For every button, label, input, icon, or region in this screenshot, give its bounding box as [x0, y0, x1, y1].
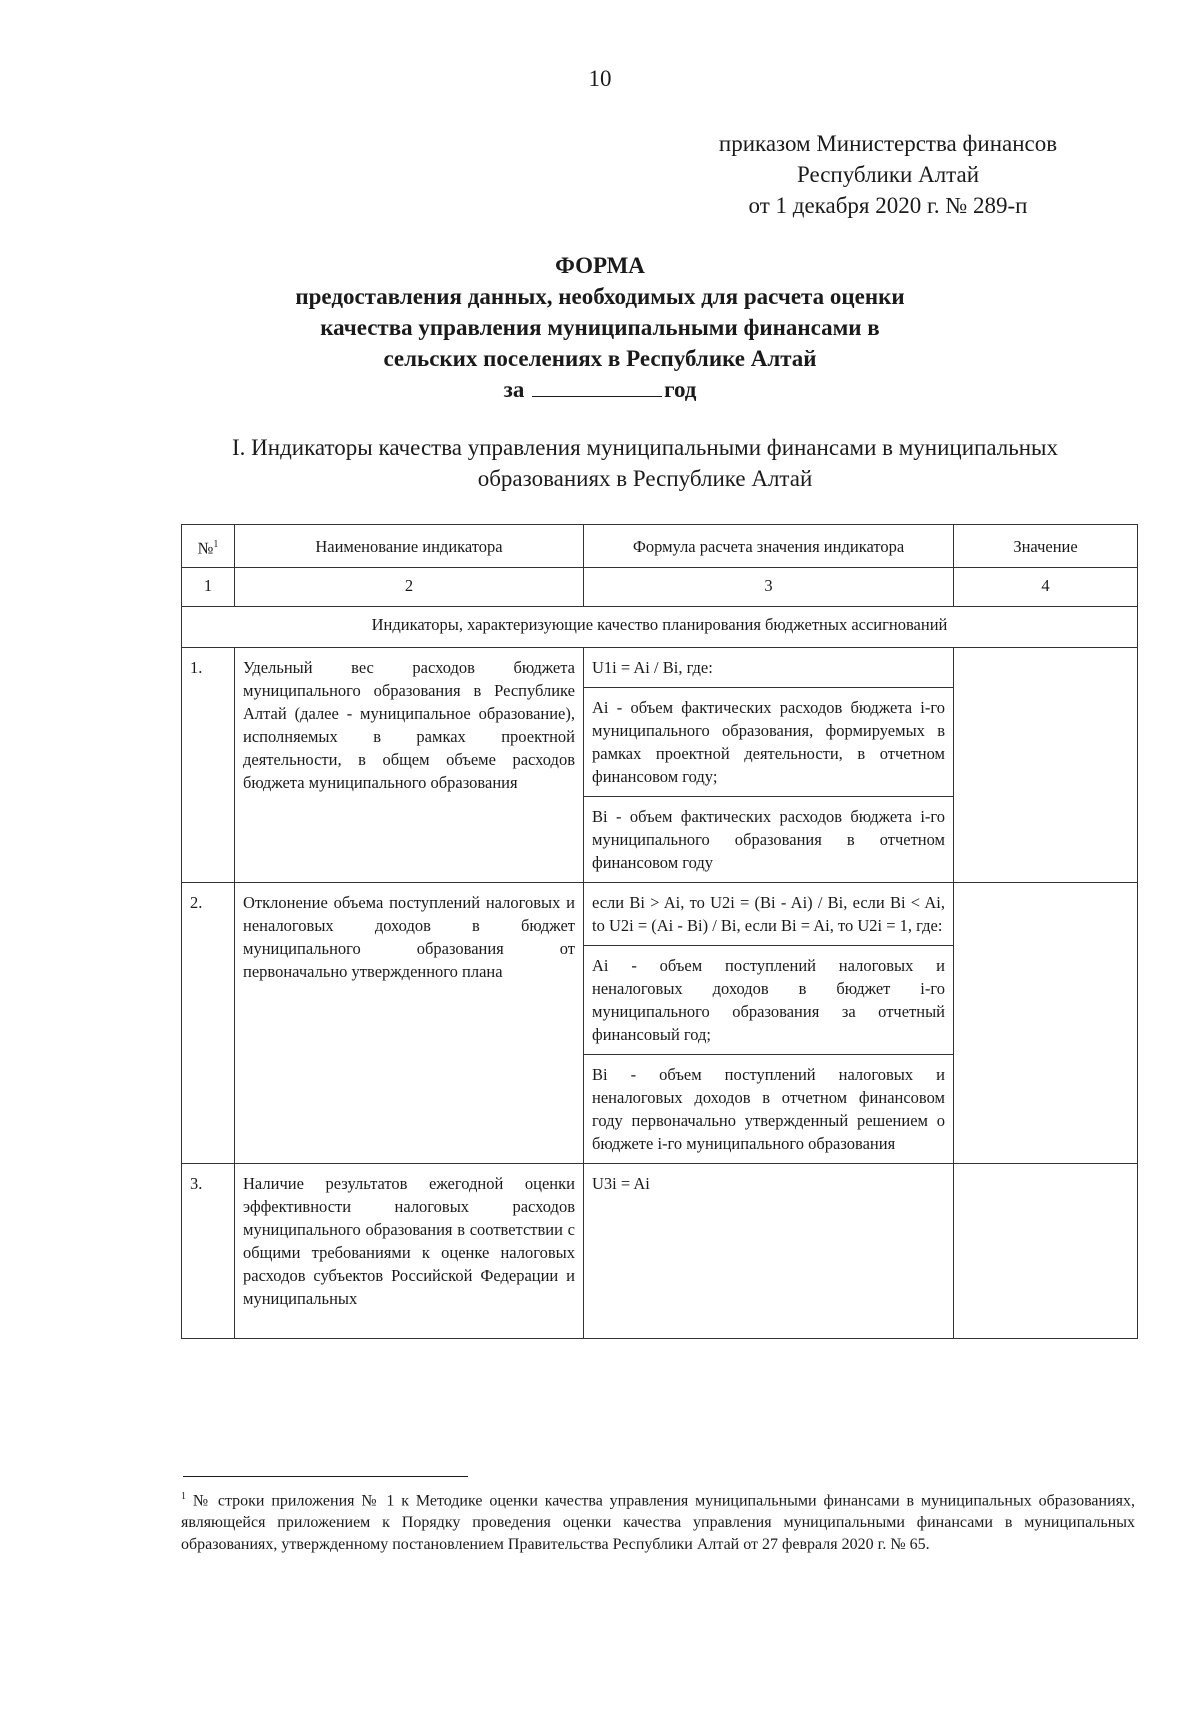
approval-line-3: от 1 декабря 2020 г. № 289-п [748, 193, 1028, 218]
indicator-formula: U3i = Ai [584, 1164, 954, 1339]
indicator-formula: если Bi > Ai, то U2i = (Bi - Ai) / Bi, если Bi < Ai, to U2i = (Ai - Bi) / Bi, если Bi = Ai, то U2i = 1, где: [584, 883, 954, 946]
formula-part: Ai - объем фактических расходов бюджета i-го муниципального образования, формируемых в рамках проектной деятельности, в отчетном финансовом году; [584, 688, 954, 797]
form-title-line-4: сельских поселениях в Республике Алтай [383, 346, 817, 371]
table-header-row [182, 525, 1138, 568]
table-row [182, 883, 1138, 946]
form-title-god: год [664, 377, 697, 402]
year-blank [532, 374, 662, 397]
indicator-name: Наличие результатов ежегодной оценки эффективности налоговых расходов муниципального образования в соответствии с общими требованиями к оценке налоговых расходов субъектов Российской Федерации и муниципальных [243, 1174, 575, 1308]
footnote-text: № строки приложения № 1 к Методике оценки качества управления муниципальными финансами в муниципальных образованиях, являющейся приложением к Порядку проведения оценки качества управления муниципальными финансами в муниципальных образованиях, утвержденному постановлением Правительства Республики Алтай от 27 февраля 2020 г. № 65. [181, 1492, 1136, 1554]
indicator-name: Удельный вес расходов бюджета муниципального образования в Республике Алтай (далее - муниципальное образование), исполняемых в рамках проектной деятельности, в общем объеме расходов бюджета муниципального образования [235, 648, 584, 883]
formula-part: Ai - объем поступлений налоговых и неналоговых доходов в бюджет i-го муниципального образования за отчетный финансовый год; [584, 946, 954, 1055]
indicators-table [181, 524, 1138, 1339]
header-num-text: № [197, 538, 214, 558]
formula-part: Bi - объем поступлений налоговых и неналоговых доходов в отчетном финансовом году первоначально утвержденный решением о бюджете i-го муниципального образования [584, 1055, 954, 1164]
section-title-line-2: образованиях в Республике Алтай [477, 466, 813, 491]
header-formula: Формула расчета значения индикатора [584, 525, 954, 568]
column-number: 3 [584, 568, 954, 607]
footnote-rule [183, 1476, 468, 1477]
form-title-line-2: предоставления данных, необходимых для расчета оценки [295, 284, 905, 309]
indicator-formula: U1i = Ai / Bi, где: [584, 648, 954, 688]
section-title-line-1: I. Индикаторы качества управления муниципальными финансами в муниципальных [232, 435, 1058, 460]
row-number: 3. [182, 1164, 235, 1339]
page-number: 10 [588, 66, 612, 91]
indicator-value [954, 883, 1138, 1164]
form-title-line-3: качества управления муниципальными финансами в [320, 315, 880, 340]
footnote-marker: 1 [181, 1491, 186, 1502]
table-row [182, 648, 1138, 688]
header-value: Значение [954, 525, 1138, 568]
table-row [182, 1164, 1138, 1339]
indicator-value [954, 648, 1138, 883]
indicator-name: Отклонение объема поступлений налоговых и неналоговых доходов в бюджет муниципального образования от первоначально утвержденного плана [235, 883, 584, 1164]
approval-block [658, 128, 1118, 221]
column-number: 4 [954, 568, 1138, 607]
approval-line-2: Республики Алтай [796, 162, 980, 187]
header-name: Наименование индикатора [235, 525, 584, 568]
row-number: 2. [182, 883, 235, 1164]
row-number: 1. [182, 648, 235, 883]
section-title [150, 432, 1140, 494]
column-numbers-row [182, 568, 1138, 607]
indicator-name-cell [235, 1164, 584, 1339]
form-title-za: за [503, 377, 525, 402]
approval-line-1: приказом Министерства финансов [718, 131, 1058, 156]
formula-part: Bi - объем фактических расходов бюджета i-го муниципального образования в отчетном финансовом году [584, 797, 954, 883]
header-num-footnote-marker: 1 [213, 538, 219, 550]
column-number: 2 [235, 568, 584, 607]
column-number: 1 [182, 568, 235, 607]
group-heading: Индикаторы, характеризующие качество планирования бюджетных ассигнований [182, 607, 1138, 648]
indicator-value [954, 1164, 1138, 1339]
footnote [181, 1486, 1135, 1556]
header-num [182, 525, 235, 568]
form-title [0, 250, 1200, 405]
form-title-line-1: ФОРМА [555, 253, 645, 278]
form-title-year-line [0, 374, 1200, 405]
group-heading-row [182, 607, 1138, 648]
